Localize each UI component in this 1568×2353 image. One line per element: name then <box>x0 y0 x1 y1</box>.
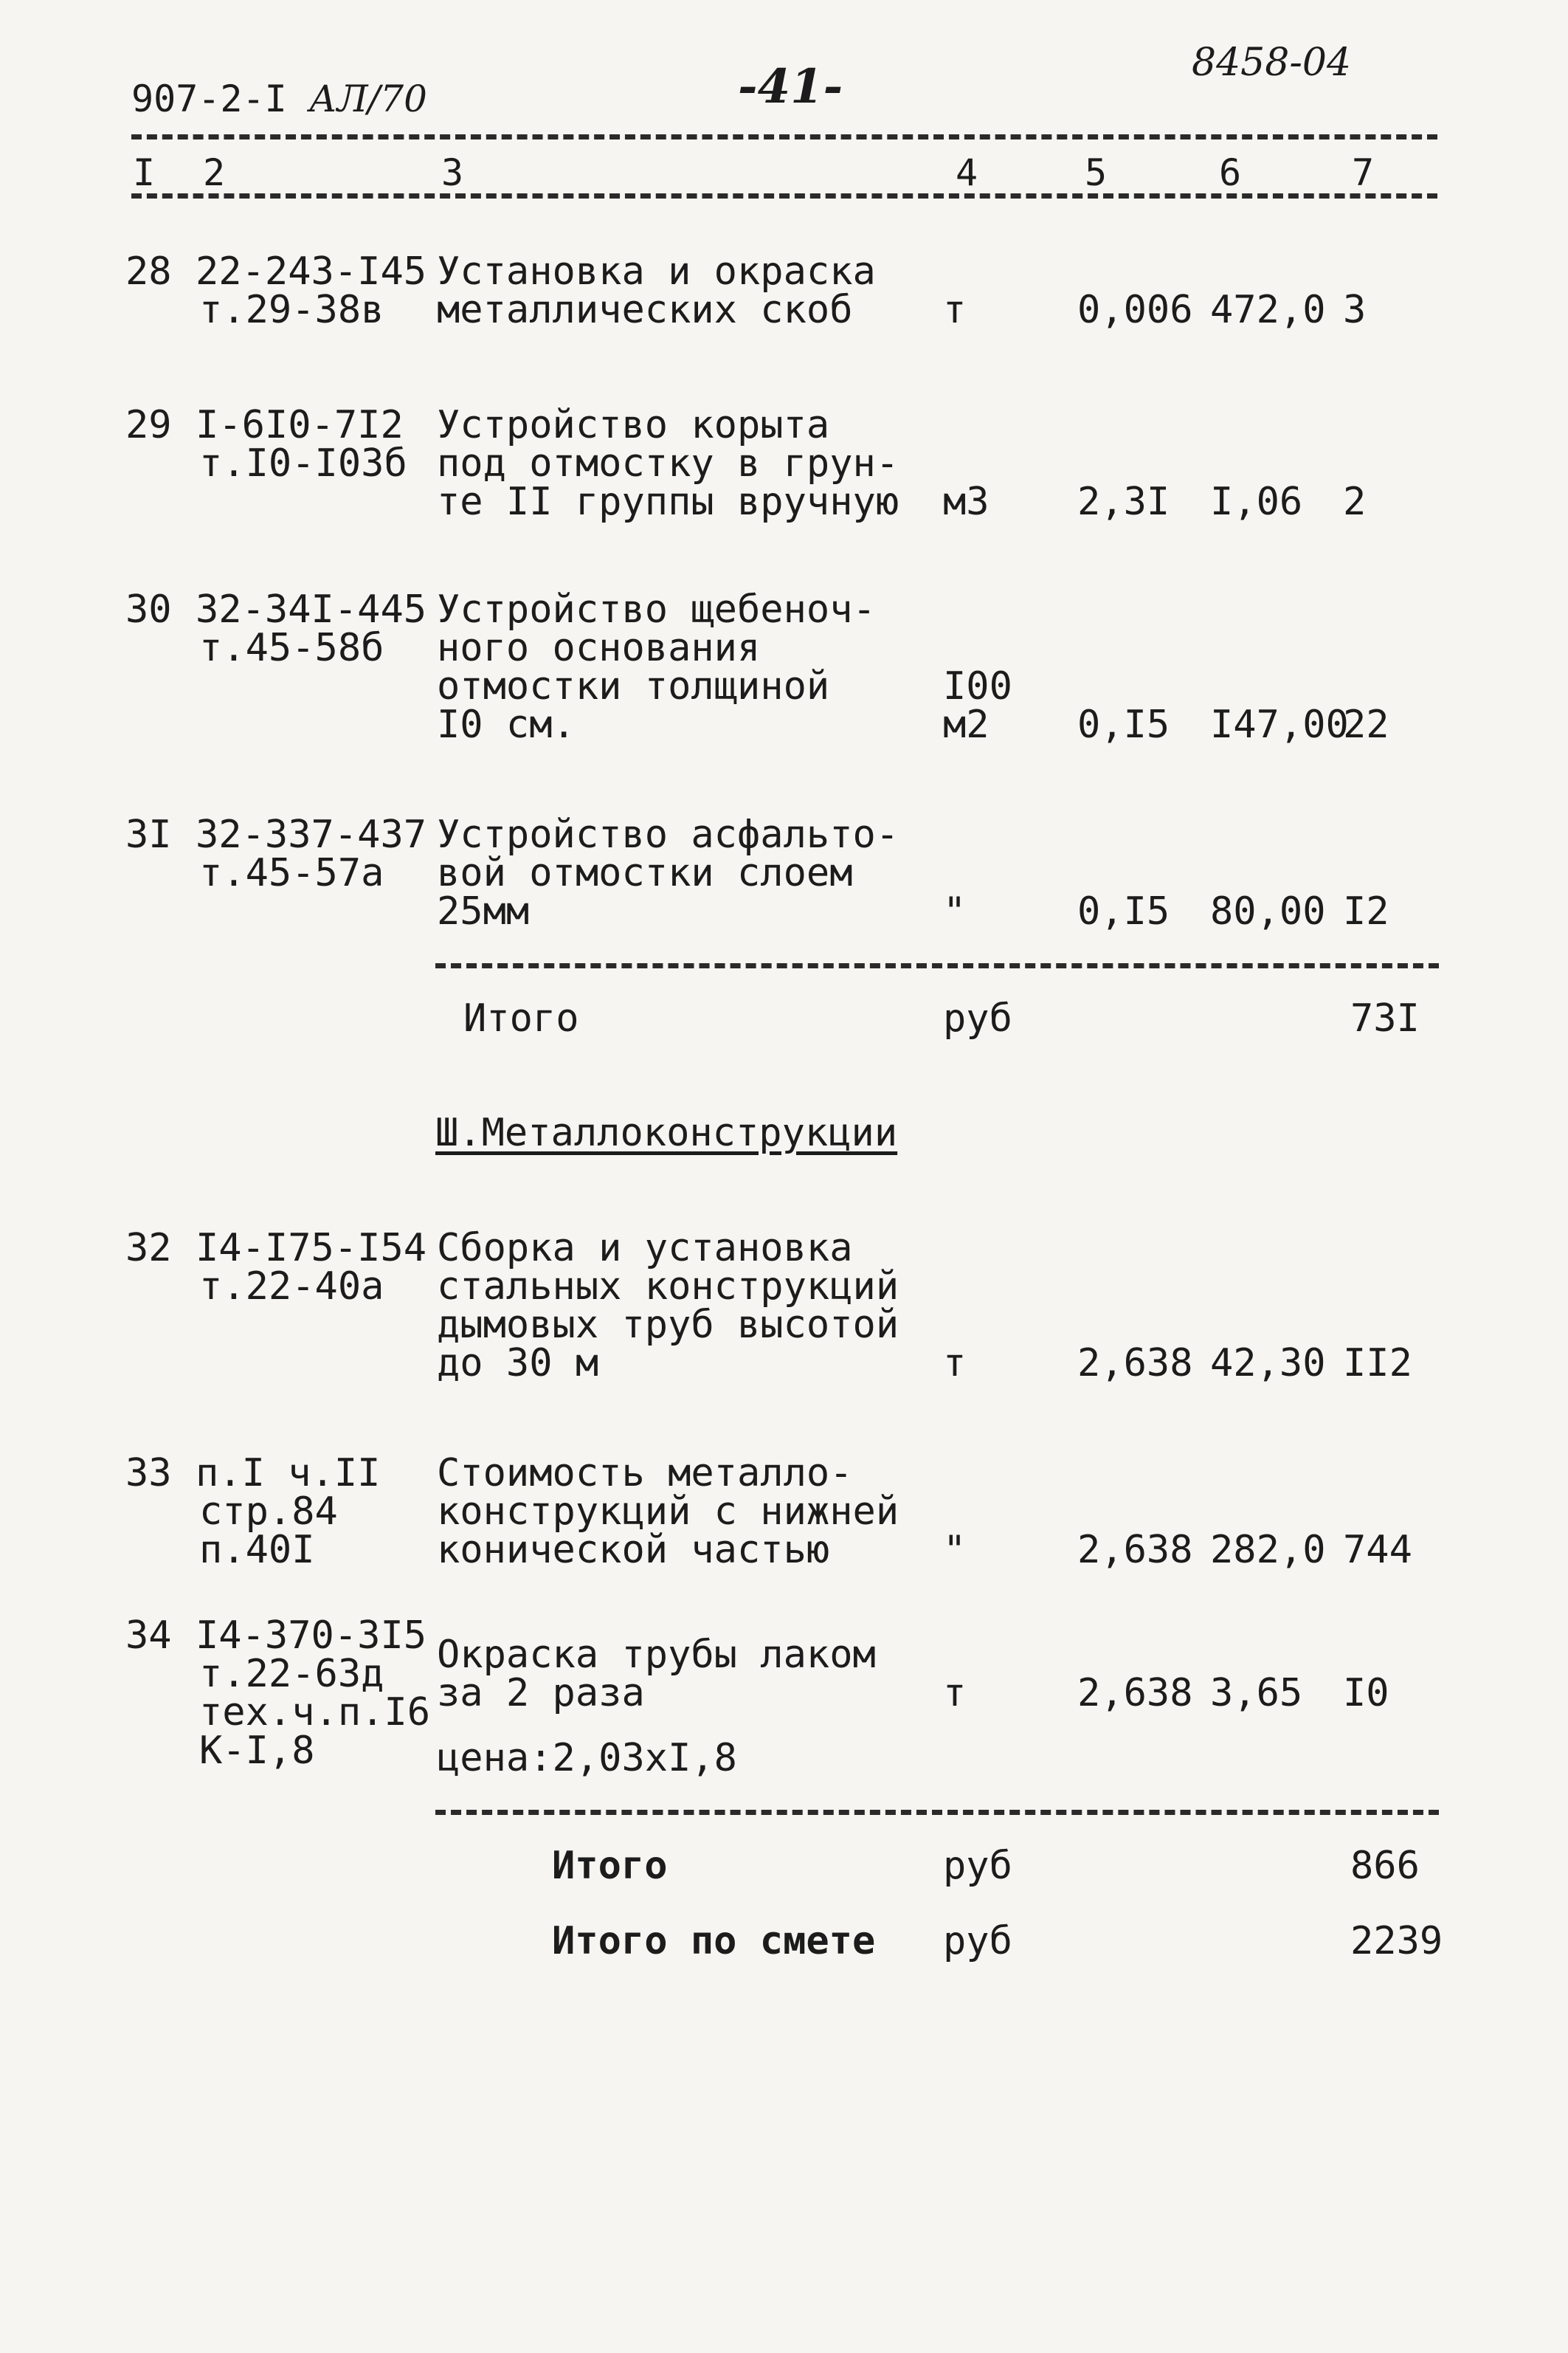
grand-total-value: 2239 <box>1350 1919 1443 1963</box>
row-code-line: 32-337-437 <box>196 813 427 857</box>
doc-code-printed: 907-2-I <box>131 77 287 120</box>
row-code-line: I-6I0-7I2 <box>196 403 404 447</box>
row-description-line: ного основания <box>437 626 761 670</box>
row-total: II2 <box>1343 1341 1412 1385</box>
row-unit: т <box>943 1341 967 1385</box>
row-code-line: т.45-57а <box>199 851 384 895</box>
row-number: 3I <box>125 813 172 857</box>
row-number: 34 <box>125 1613 172 1658</box>
row-description-line: за 2 раза <box>437 1671 645 1715</box>
subtotal2-label: Итого <box>552 1844 668 1888</box>
archive-number: 8458-04 <box>1192 41 1352 85</box>
col-header-6: 6 <box>1219 151 1242 194</box>
header-bottom-rule <box>131 193 1437 199</box>
subtotal1-rule <box>435 963 1439 968</box>
row-code-line: стр.84 <box>199 1489 338 1534</box>
header-top-rule <box>131 134 1437 139</box>
row-total: 22 <box>1343 703 1389 747</box>
row-description-line: конструкций с нижней <box>437 1489 899 1534</box>
row-code-line: п.I ч.II <box>196 1451 381 1495</box>
col-header-1: I <box>133 151 156 194</box>
row-description-line: I0 см. <box>437 703 576 747</box>
row-unit: т <box>943 1671 967 1715</box>
row-unit: т <box>943 288 967 332</box>
row-description-line: те II группы вручную <box>437 480 899 524</box>
col-header-4: 4 <box>956 151 978 194</box>
doc-code-handwritten: АЛ <box>308 77 368 120</box>
row-description-line: вой отмостки слоем <box>437 851 853 895</box>
document-code <box>131 77 427 120</box>
row-unit-price: I,06 <box>1210 480 1303 524</box>
subtotal2-rule <box>435 1810 1439 1815</box>
row-quantity: 0,I5 <box>1077 889 1170 934</box>
row-description-line: Устройство щебеноч- <box>437 588 876 632</box>
subtotal1-unit: руб <box>943 996 1012 1041</box>
section-title: Ш.Металлоконструкции <box>435 1111 898 1155</box>
row-total: 2 <box>1343 480 1367 524</box>
row-quantity: 2,638 <box>1077 1671 1193 1715</box>
row-total: I2 <box>1343 889 1389 934</box>
subtotal1-label: Итого <box>463 996 579 1041</box>
col-header-2: 2 <box>203 151 226 194</box>
page-number: -41- <box>738 59 843 114</box>
row-unit-price: 282,0 <box>1210 1528 1326 1572</box>
col-header-3: 3 <box>441 151 464 194</box>
row-quantity: 0,006 <box>1077 288 1193 332</box>
row-number: 32 <box>125 1226 172 1270</box>
row-code-line: тех.ч.п.I6 <box>199 1690 431 1734</box>
row-description-line: Устройство асфальто- <box>437 813 899 857</box>
row-unit-price: 42,30 <box>1210 1341 1326 1385</box>
row-description-line: до 30 м <box>437 1341 599 1385</box>
row-code-line: 32-34I-445 <box>196 588 427 632</box>
row-number: 29 <box>125 403 172 447</box>
row-unit: " <box>943 1528 967 1572</box>
row-description-line: отмостки толщиной <box>437 664 830 709</box>
row-total: 744 <box>1343 1528 1412 1572</box>
row-number: 28 <box>125 249 172 294</box>
row-unit: I00 <box>943 664 1012 709</box>
row-number: 30 <box>125 588 172 632</box>
row-code-line: I4-I75-I54 <box>196 1226 427 1270</box>
row-description-line: конической частью <box>437 1528 830 1572</box>
row-total: 3 <box>1343 288 1367 332</box>
row-description-line: металлических скоб <box>437 288 853 332</box>
row-code-line: т.45-58б <box>199 626 384 670</box>
row-quantity: 2,3I <box>1077 480 1170 524</box>
row-unit: " <box>943 889 967 934</box>
grand-total-label: Итого по смете <box>552 1919 876 1963</box>
row-description-line: под отмостку в грун- <box>437 441 899 486</box>
row-code-line: т.29-38в <box>199 288 384 332</box>
grand-total-unit: руб <box>943 1919 1012 1963</box>
row-code-line: т.22-40а <box>199 1264 384 1309</box>
row-description-line: Устройство корыта <box>437 403 830 447</box>
row-unit-price: 3,65 <box>1210 1671 1303 1715</box>
row-quantity: 2,638 <box>1077 1528 1193 1572</box>
row-unit-price: 472,0 <box>1210 288 1326 332</box>
row-description-line: дымовых труб высотой <box>437 1303 899 1347</box>
row-description-line: Окраска трубы лаком <box>437 1633 876 1677</box>
row-unit-price: 80,00 <box>1210 889 1326 934</box>
subtotal2-value: 866 <box>1350 1844 1420 1888</box>
row-description-line: Стоимость металло- <box>437 1451 853 1495</box>
row-code-line: п.40I <box>199 1528 315 1572</box>
row-number: 33 <box>125 1451 172 1495</box>
col-header-7: 7 <box>1352 151 1375 194</box>
row-unit: м2 <box>943 703 990 747</box>
row-code-line: К-I,8 <box>199 1729 315 1773</box>
row-unit: м3 <box>943 480 990 524</box>
row-unit-price: I47,00 <box>1210 703 1349 747</box>
row-quantity: 2,638 <box>1077 1341 1193 1385</box>
doc-code-suffix: /70 <box>367 77 427 120</box>
row-description-line: 25мм <box>437 889 530 934</box>
row-code-line: т.22-63д <box>199 1652 384 1696</box>
row-description-line: Установка и окраска <box>437 249 876 294</box>
row-code-line: т.I0-I03б <box>199 441 407 486</box>
row-total: I0 <box>1343 1671 1389 1715</box>
row-code-line: I4-370-3I5 <box>196 1613 427 1658</box>
row-code-line: 22-243-I45 <box>196 249 427 294</box>
row-quantity: 0,I5 <box>1077 703 1170 747</box>
row-description-line: стальных конструкций <box>437 1264 899 1309</box>
subtotal2-unit: руб <box>943 1844 1012 1888</box>
col-header-5: 5 <box>1085 151 1108 194</box>
row-description-line: Сборка и установка <box>437 1226 853 1270</box>
subtotal1-value: 73I <box>1350 996 1420 1041</box>
row-description-line: цена:2,03хI,8 <box>437 1736 737 1781</box>
